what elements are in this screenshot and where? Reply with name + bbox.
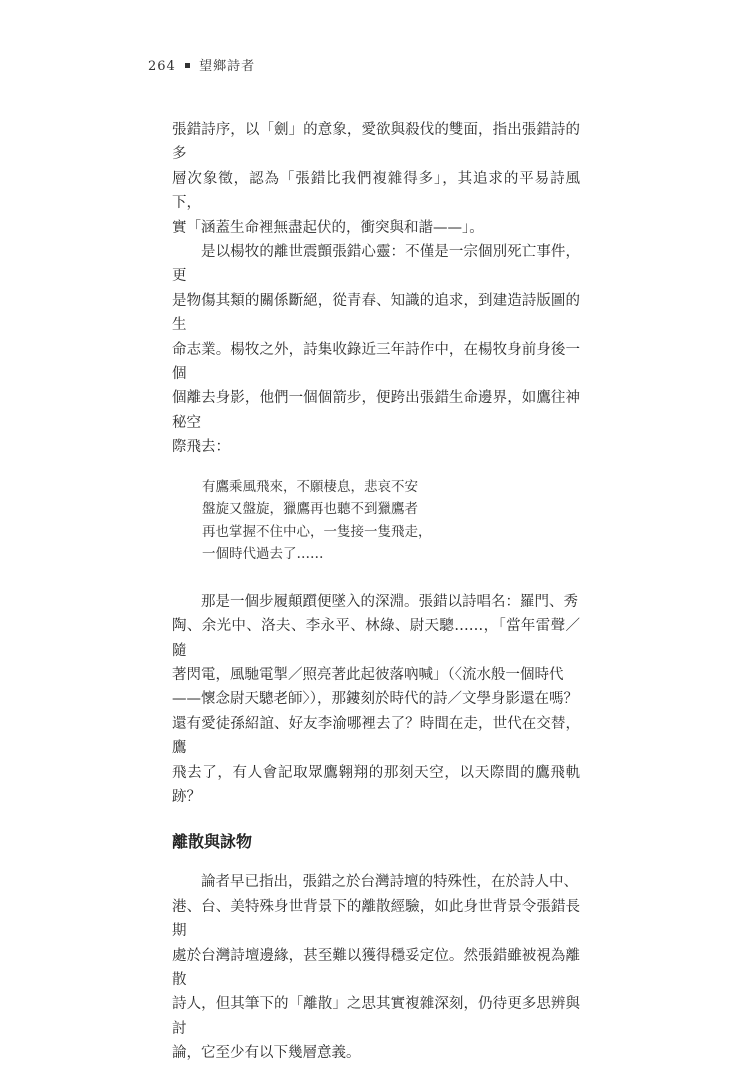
- paragraph-intro: 張錯詩序，以「劍」的意象，愛欲與殺伐的雙面，指出張錯詩的多 層次象徵，認為「張錯比我們複雜得多」，其追求的平易詩風下， 實「涵蓋生命裡無盡起伏的，衝突與和諧——」。: [172, 122, 580, 236]
- spacer: [172, 566, 580, 590]
- poem-line: 一個時代過去了……: [202, 546, 324, 563]
- poem-line: 盤旋又盤旋，獵鷹再也聽不到獵鷹者: [202, 501, 418, 518]
- section-heading: 離散與詠物: [172, 832, 253, 852]
- page-body: [172, 118, 580, 1066]
- poem-line: 再也掌握不住中心，一隻接一隻飛走，: [202, 523, 432, 540]
- page-number: 264: [148, 59, 176, 74]
- paragraph-abyss: 那是一個步履顛躓便墜入的深淵。張錯以詩唱名：羅門、秀 陶、余光中、洛夫、李永平、林綠、尉天驄……，「當年雷聲／隨 著閃電，風馳電掣／照亮著此起彼落吶喊」（〈流水般一個時代 ——懷念尉天驄老師〉），那鏤刻於時代的詩／文學身影還在嗎？ 還有愛徒孫紹誼、好友李渝哪裡去了？時間在走，世代在交替，鷹 飛去了，有人會記取眾鷹翱翔的那刻天空，以天際間的鷹飛軌跡？: [172, 593, 580, 805]
- book-title: 望鄉詩者: [199, 59, 256, 74]
- poem-quote: [202, 476, 580, 566]
- paragraph-yang-mu: 是以楊牧的離世震顫張錯心靈：不僅是一宗個別死亡事件，更 是物傷其類的關係斷絕，從青春、知識的追求，到建造詩版圖的生 命志業。楊牧之外，詩集收錄近三年詩作中，在楊牧身前身後一個 個離去身影，他們一個個箭步，便跨出張錯生命邊界，如鷹往神秘空 際飛去：: [172, 244, 580, 456]
- running-header: [148, 55, 255, 74]
- poem-line: 有鷹乘風飛來，不願棲息，悲哀不安: [202, 478, 418, 495]
- paragraph-diaspora: 論者早已指出，張錯之於台灣詩壇的特殊性，在於詩人中、 港、台、美特殊身世背景下的離散經驗，如此身世背景令張錯長期 處於台灣詩壇邊緣，甚至難以獲得穩妥定位。然張錯雖被視為離散 詩人，但其筆下的「離散」之思其實複雜深刻，仍待更多思辨與討 論，它至少有以下幾層意義。: [172, 874, 580, 1062]
- header-separator-square: [185, 63, 190, 68]
